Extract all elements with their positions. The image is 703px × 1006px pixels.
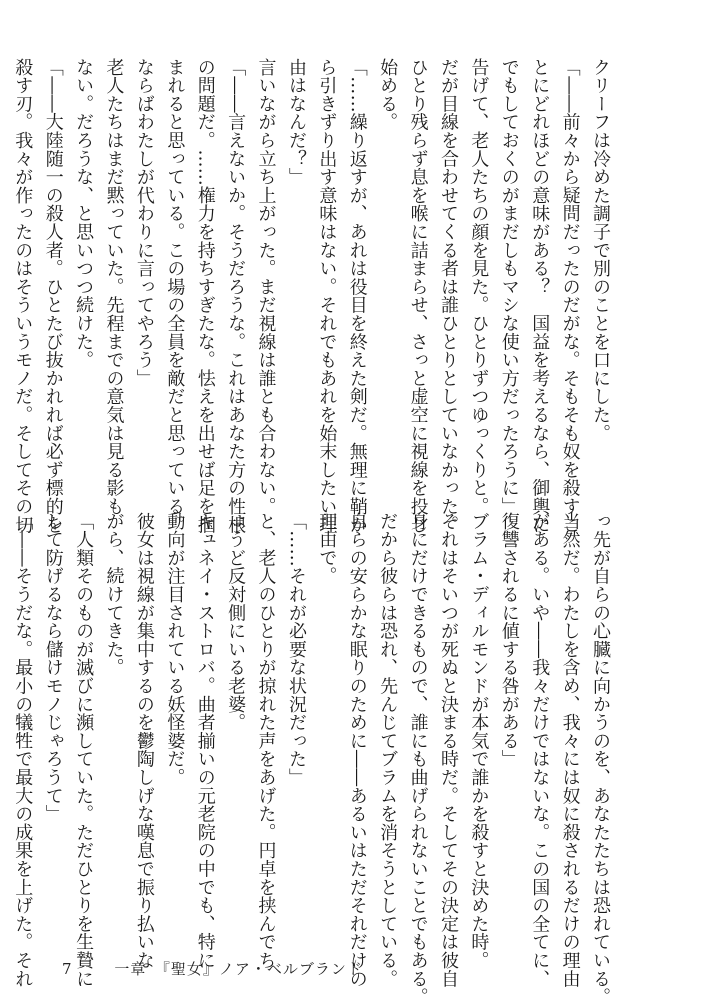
text-line: がある。いや――我々だけではないな。この国の全てに、 xyxy=(529,512,551,988)
text-line: だから彼らは恐れ、先んじてブラムを消そうとしている。 xyxy=(377,512,399,988)
text-line: 老人たちはまだ黙っていた。先程までの意気は見る影も xyxy=(103,58,125,516)
text-line: 身にだけできるもので、誰にも曲げられないことでもある。 xyxy=(407,512,429,1006)
text-block-top xyxy=(12,58,615,534)
text-line: の問題だ。……権力を持ちすぎたな。怯えを出せば足を掴 xyxy=(194,58,216,534)
text-line: ブラム・ディルモンドが本気で誰かを殺すと決めた時。 xyxy=(468,512,490,970)
text-line: ら引きずり出す意味はない。それでもあれを始末したい理 xyxy=(316,58,338,534)
text-line: がら、続けてきた。 xyxy=(103,512,125,677)
text-line: っ先が自らの心臓に向かうのを、あなたたちは恐れている。 xyxy=(590,512,611,1006)
page-number: 7 xyxy=(62,960,72,978)
text-line: クリーフは冷めた調子で別のことを口にした。 xyxy=(590,58,611,443)
text-line: 「――大陸随一の殺人者。ひとたび抜かれれば必ず標的を xyxy=(42,58,64,534)
text-line: とにどれほどの意味がある？ 国益を考えるなら、御輿に xyxy=(529,58,551,534)
text-line: 自らの安らかな眠りのために――あるいはただそれだけの xyxy=(346,512,368,988)
text-line: 「――そうだな。最小の犠牲で最大の成果を上げた。それ xyxy=(12,512,34,988)
text-line: でもしておくのがまだしもマシな使い方だったろうに」 xyxy=(498,58,520,516)
text-line: ない。だろうな、と思いつつ続けた。 xyxy=(73,58,95,370)
text-line: キュネイ・ストロバ。曲者揃いの元老院の中でも、特に xyxy=(194,512,216,970)
text-line: ひとり残らず息を喉に詰まらせ、さっと虚空に視線を投じ xyxy=(407,58,429,534)
text-line: 動向が注目されている妖怪婆だ。 xyxy=(164,512,186,787)
text-line: まれると思っている。この場の全員を敵だと思っている。 xyxy=(164,58,186,534)
page-footer xyxy=(62,958,363,979)
text-line: ならばわたしが代わりに言ってやろう」 xyxy=(133,58,155,388)
text-line: それはそいつが死ぬと決まる時だ。そしてその決定は彼自 xyxy=(437,512,459,988)
chapter-title: 一章 『聖女』ノア・ベルブランド xyxy=(114,960,363,978)
text-line: と、老人のひとりが掠れた声をあげた。円卓を挟んでち xyxy=(255,512,277,970)
text-line: 殺す刃。我々が作ったのはそういうモノだ。そしてその切 xyxy=(12,58,34,534)
text-line: 「……それが必要な状況だった」 xyxy=(285,512,307,787)
text-line: 「……繰り返すが、あれは役目を終えた剣だ。無理に鞘か xyxy=(346,58,368,534)
text-line: 告げて、老人たちの顔を見た。ひとりずつゆっくりと。 xyxy=(468,58,490,516)
text-line: だが目線を合わせてくる者は誰ひとりとしていなかった。 xyxy=(437,58,459,534)
text-line: 「――言えないか。そうだろうな。これはあなた方の性根 xyxy=(225,58,247,534)
text-line: 復讐されるに値する咎がある」 xyxy=(498,512,520,769)
text-line: 彼女は視線が集中するのを鬱陶しげな嘆息で振り払いな xyxy=(133,512,155,970)
text-line: 言いながら立ち上がった。まだ視線は誰とも合わない。 xyxy=(255,58,277,516)
text-line: 始める。 xyxy=(377,58,399,132)
text-line: 当然だ。わたしを含め、我々には奴に殺されるだけの理由 xyxy=(559,512,581,988)
text-line: 「――前々から疑問だったのだがな。そもそも奴を殺すこ xyxy=(559,58,581,534)
text-line: 「人類そのものが滅びに瀕していた。ただひとりを生贄に xyxy=(73,512,95,988)
text-line: ょうど反対側にいる老婆。 xyxy=(225,512,247,732)
text-line: して防げるなら儲けモノじゃろうて」 xyxy=(42,512,64,824)
text-line: 理由で。 xyxy=(316,512,338,586)
text-line: 由はなんだ？」 xyxy=(285,58,307,187)
